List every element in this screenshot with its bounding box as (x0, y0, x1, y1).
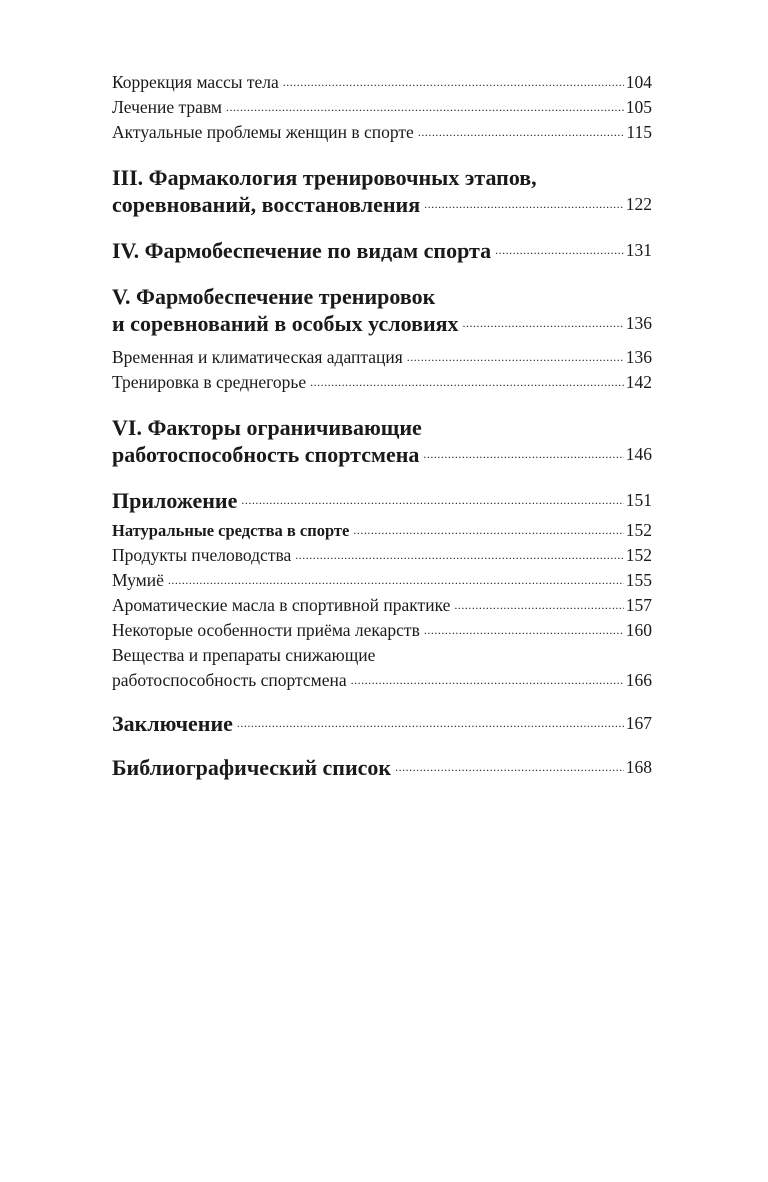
toc-page-number: 131 (625, 240, 652, 260)
toc-entry-performance-reducing-substances (112, 643, 652, 693)
toc-entry-label: соревнований, восстановления (112, 192, 421, 217)
toc-bibliography (112, 754, 652, 781)
toc-page-number: 115 (626, 122, 652, 142)
toc-entry-label: работоспособность спортсмена (112, 442, 420, 467)
toc-entry-label: Временная и климатическая адаптация (112, 347, 403, 367)
toc-entry-climatic-adaptation (112, 345, 652, 370)
section-heading-last-line (112, 441, 652, 468)
dot-leader (353, 518, 623, 543)
toc-entry-label: Тренировка в среднегорье (112, 372, 307, 392)
toc-page-number: 104 (625, 72, 652, 92)
toc-entry-label: и соревнований в особых условиях (112, 311, 459, 336)
toc-page-number: 142 (625, 372, 652, 392)
toc-entry-label: Некоторые особенности приёма лекарств (112, 620, 420, 640)
dot-leader (310, 370, 624, 395)
dot-leader (495, 237, 624, 264)
toc-appendix (112, 487, 652, 514)
toc-page-number: 146 (625, 444, 652, 464)
toc-entry-midaltitude-training (112, 370, 652, 395)
toc-entry-label: работоспособность спортсмена (112, 670, 347, 690)
toc-page-number: 122 (625, 194, 652, 214)
toc-entry-aromatic-oils (112, 593, 652, 618)
dot-leader (295, 543, 623, 568)
toc-entry-bee-products (112, 543, 652, 568)
toc-entry-injury-treatment (112, 95, 652, 120)
toc-page-number: 155 (625, 570, 652, 590)
toc-entry-label: Лечение травм (112, 97, 222, 117)
dot-leader (168, 568, 624, 593)
toc-page-number: 166 (625, 670, 652, 690)
toc-entry-label: Приложение (112, 488, 238, 513)
toc-entry-mumiyo (112, 568, 652, 593)
toc-page-number: 151 (625, 490, 652, 510)
section-heading-line: V. Фармобеспечение тренировок (112, 284, 436, 309)
toc-page-number: 167 (625, 713, 652, 733)
toc-entry-natural-remedies (112, 518, 652, 543)
toc-entry-label-line: Вещества и препараты снижающие (112, 645, 376, 665)
toc-entry-last-line (112, 668, 652, 693)
toc-page-number: 157 (625, 595, 652, 615)
dot-leader (351, 668, 624, 693)
dot-leader (423, 441, 623, 468)
dot-leader (407, 345, 624, 370)
toc-entry-label: Мумиё (112, 570, 164, 590)
toc-page-number: 152 (625, 520, 652, 540)
toc-entry-label: Коррекция массы тела (112, 72, 279, 92)
toc-entry-label: Продукты пчеловодства (112, 545, 292, 565)
dot-leader (241, 487, 623, 514)
toc-page-number: 168 (625, 757, 652, 777)
toc-entry-women-in-sport (112, 120, 652, 145)
dot-leader (424, 618, 624, 643)
section-heading-line: III. Фармакология тренировочных этапов, (112, 165, 537, 190)
dot-leader (226, 95, 624, 120)
toc-entry-label: Натуральные средства в спорте (112, 521, 350, 540)
toc-entry-drug-intake (112, 618, 652, 643)
toc-section-5 (112, 283, 652, 337)
toc-section-6 (112, 414, 652, 468)
toc-entry-label: Ароматические масла в спортивной практике (112, 595, 451, 615)
toc-entry-label: Библиографический список (112, 755, 392, 780)
dot-leader (418, 120, 625, 145)
toc-conclusion (112, 710, 652, 737)
toc-page-number: 152 (625, 545, 652, 565)
section-heading-last-line (112, 310, 652, 337)
toc-entry-label: Заключение (112, 711, 233, 736)
section-heading-last-line (112, 191, 652, 218)
toc-entry-body-mass-correction (112, 70, 652, 95)
toc-entry-label: IV. Фармобеспечение по видам спорта (112, 238, 492, 263)
dot-leader (237, 710, 624, 737)
dot-leader (454, 593, 623, 618)
toc-section-3 (112, 164, 652, 218)
dot-leader (463, 310, 624, 337)
toc-page-number: 105 (625, 97, 652, 117)
table-of-contents (112, 70, 652, 781)
section-heading-line: VI. Факторы ограничивающие (112, 415, 422, 440)
dot-leader (424, 191, 624, 218)
dot-leader (283, 70, 624, 95)
toc-page-number: 160 (625, 620, 652, 640)
toc-entry-label: Актуальные проблемы женщин в спорте (112, 122, 414, 142)
toc-section-4 (112, 237, 652, 264)
dot-leader (395, 754, 624, 781)
toc-page-number: 136 (625, 347, 652, 367)
toc-page-number: 136 (625, 313, 652, 333)
